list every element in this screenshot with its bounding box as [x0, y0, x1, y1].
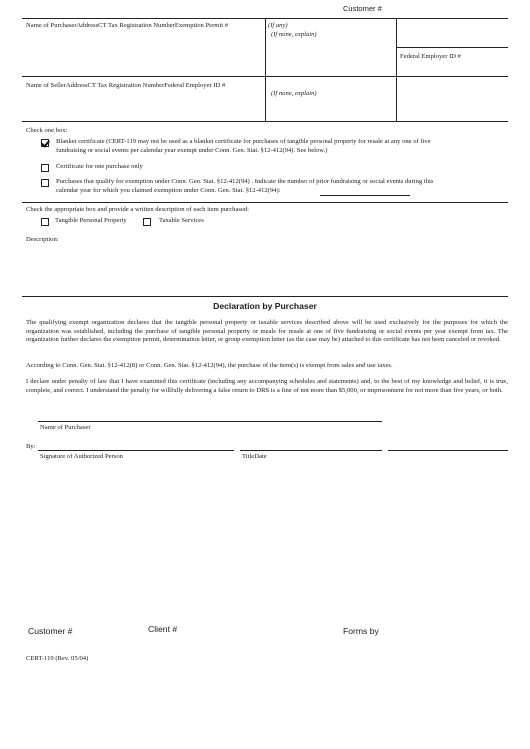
description-instruction: Check the appropriate box and provide a written description of each item purchased: — [26, 206, 250, 213]
by-label: By: — [26, 443, 36, 450]
if-none-explain-note: (If none, explain) — [271, 31, 317, 38]
prior-events-count-field[interactable] — [320, 195, 410, 196]
title-date-label: TitleDate — [242, 453, 267, 460]
one-purchase-checkbox[interactable] — [41, 164, 49, 172]
purchaser-name-line[interactable] — [38, 421, 382, 422]
blanket-certificate-checkbox[interactable] — [41, 139, 49, 147]
fundraising-exemption-text: Purchases that qualify for exemption under Conn. Gen. Stat. §12-412(94) . Indicate the number of prior fundraising or social events during this calendar year for which you claimed exemption under Conn. Gen. Stat. §12-412(94): — [56, 178, 434, 194]
signature-line[interactable] — [38, 450, 234, 451]
form-id: CERT-119 (Rev. 05/04) — [26, 655, 89, 662]
declaration-paragraph-1: The qualifying exempt organization declares that the tangible personal property or taxable services described above will be used exclusively for the purposes for which the organization was established, including the purchase of tangible personal property or meals for resale at one of five fundraising or social events per year exempt from tax. The organization further declares the exemption permit, determination letter, or group exemption letter (as the case may be) attached to this certificate has not been canceled or revoked. — [26, 319, 508, 344]
declaration-divider — [22, 296, 508, 297]
purchaser-name-label: Name of PurchaserAddressCT Tax Registration NumberExemption Permit # — [26, 22, 229, 29]
name-of-purchaser-label: Name of Purchaser — [40, 424, 91, 431]
footer-customer-label: Customer # — [28, 626, 73, 636]
signature-label: Signature of Authorized Person — [40, 453, 123, 460]
date-line[interactable] — [388, 450, 508, 451]
declaration-paragraph-3: I declare under penalty of law that I have examined this certificate (including any accompanying schedules and statements) and, to the best of my knowledge and belief, it is true, complete, and correct. I understand the penalty for willfully delivering a false return to DRS is a fine of not more than $5,000, or imprisonment for not more than five years, or both. — [26, 378, 508, 394]
description-field[interactable] — [80, 234, 508, 292]
one-purchase-text: Certificate for one purchase only — [56, 163, 143, 170]
check-one-box-title: Check one box: — [26, 127, 68, 134]
federal-employer-id-label: Federal Employer ID # — [400, 53, 461, 60]
footer-forms-by-label: Forms by — [343, 626, 379, 636]
section-divider — [22, 202, 508, 203]
tangible-property-label: Tangible Personal Property — [55, 217, 127, 224]
tangible-property-checkbox[interactable] — [41, 218, 49, 226]
taxable-services-checkbox[interactable] — [143, 218, 151, 226]
seller-if-none-note: (If none, explain) — [271, 90, 317, 97]
declaration-title: Declaration by Purchaser — [213, 301, 317, 311]
declaration-paragraph-2: According to Conn. Gen. Stat. §12-412(8) or Conn. Gen. Stat. §12-412(94), the purchase of the item(s) is exempt from sales and use taxes. — [26, 362, 393, 369]
footer-client-label: Client # — [148, 624, 178, 634]
fundraising-exemption-checkbox[interactable] — [41, 179, 49, 187]
description-label: Description: — [26, 236, 59, 243]
seller-name-label: Name of SellerAddressCT Tax Registration NumberFederal Employer ID # — [26, 82, 226, 89]
if-any-note: (If any) — [268, 22, 288, 29]
taxable-services-label: Taxable Services — [159, 217, 204, 224]
title-line[interactable] — [240, 450, 382, 451]
customer-number-label: Customer # — [343, 4, 382, 13]
blanket-certificate-text: Blanket certificate (CERT-119 may not be used as a blanket certificate for purchases of tangible personal property for resale at any one of five fundraising or social events per calendar year exempt under Conn. Gen. Stat. §12-412(94). See below.) — [56, 138, 431, 154]
